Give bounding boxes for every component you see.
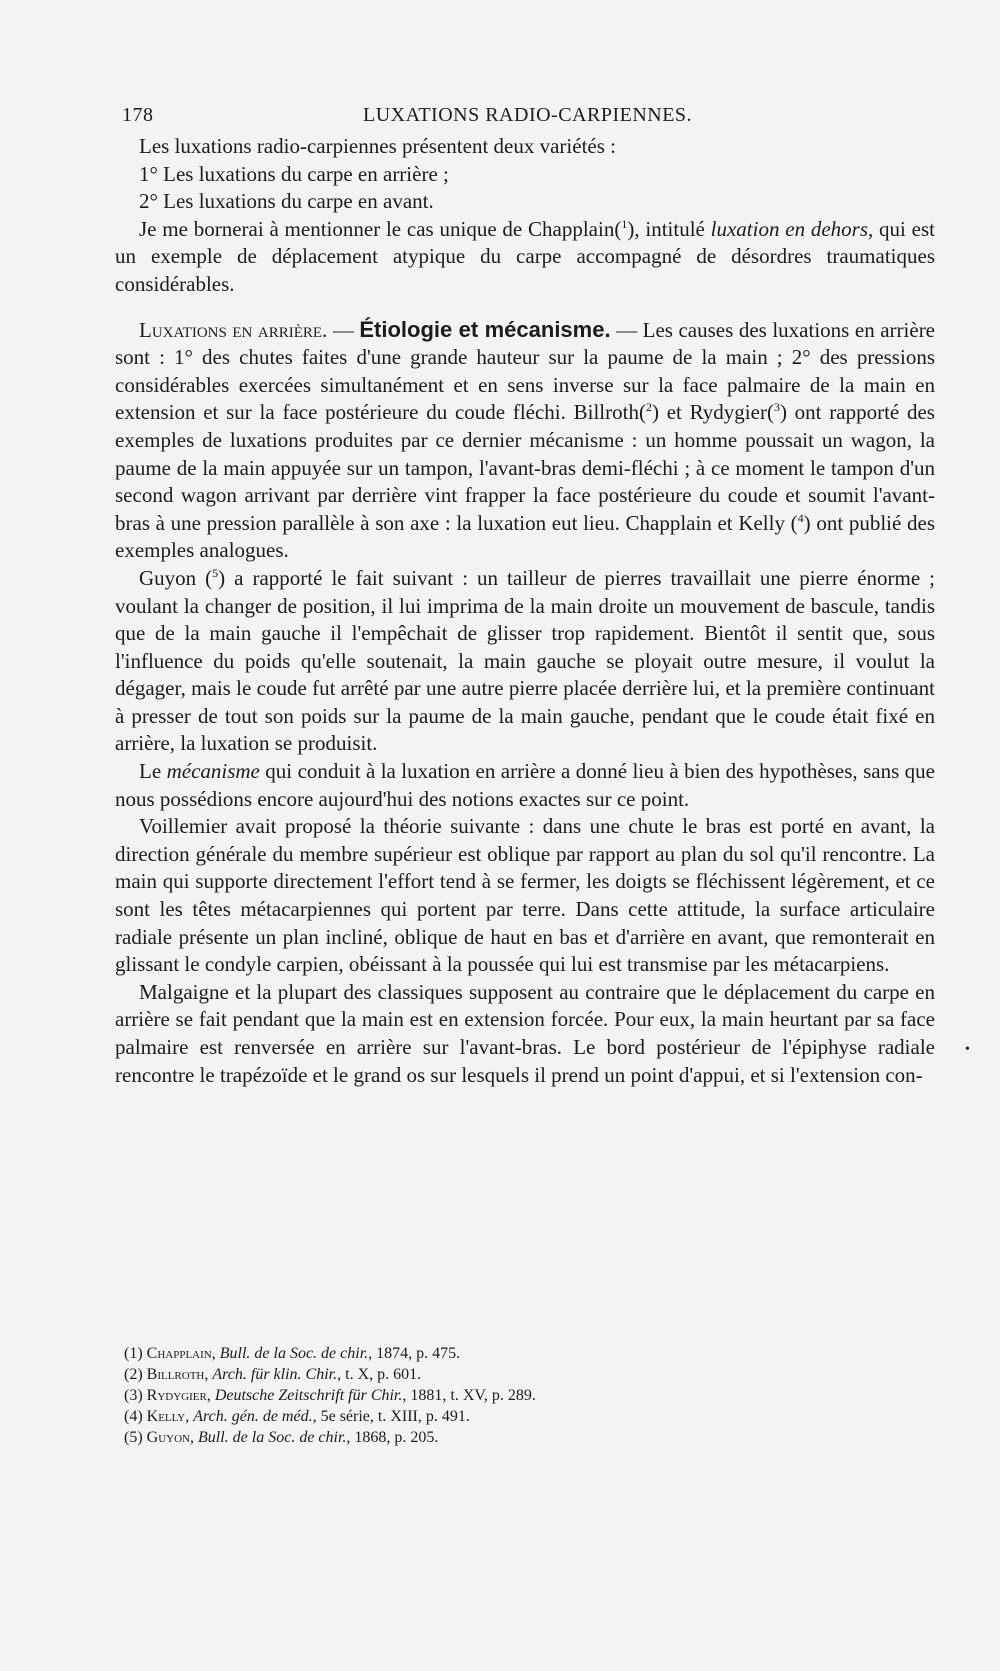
text-run: qui conduit à la luxation en arrière a donné lieu à bien des hypothèses, sans que nous possédions encore aujourd'hui des notions exactes sur ce point. xyxy=(115,759,935,811)
footnote-ref: 1 xyxy=(621,216,628,231)
emphasis: luxation en dehors xyxy=(710,216,869,241)
variety-item-1: 1° Les luxations du carpe en arrière ; xyxy=(139,161,449,186)
text-run: , qui est un exemple de déplacement atypique du carpe accompagné de désordres traumatiques considérables. xyxy=(115,216,935,296)
chapplain-paragraph: Je me bornerai à mentionner le cas unique de Chapplain($^1$), intitulé luxation en dehors, qui est un exemple de déplacement atypique du carpe accompagné de désordres traumatiques considérables. xyxy=(115,216,935,296)
text-run: ont publié des exemples analogues. xyxy=(115,510,935,563)
main-text xyxy=(115,133,935,1089)
footnote-5 xyxy=(124,1427,924,1448)
margin-dot: • xyxy=(965,1042,970,1057)
footnote-source: Arch. gén. de méd. xyxy=(193,1408,313,1425)
footnote-rest: , 1874, p. 475. xyxy=(368,1345,461,1362)
page-number: 178 xyxy=(122,104,154,126)
dash: — xyxy=(327,317,360,342)
emphasis: mécanisme xyxy=(166,759,260,784)
footnote-3 xyxy=(124,1385,924,1406)
footnote-author: Billroth, xyxy=(146,1366,209,1383)
footnote-2 xyxy=(124,1364,924,1385)
spacer xyxy=(115,299,935,316)
text-run: Les causes des luxations en arrière sont : 1° des chutes faites d'une grande hauteur sur la paume de la main ; 2° des pressions considérables exercées simultanément et en sens inverse sur la face palmaire de la main en extension et sur la face postérieure du coude fléchi. Billroth xyxy=(115,317,936,425)
footnote-source: Bull. de la Soc. de chir. xyxy=(198,1429,347,1446)
footnote-ref: 5 xyxy=(212,565,219,580)
footnote-1 xyxy=(124,1343,924,1364)
text-run: Guyon xyxy=(139,565,206,590)
footnote-source: Bull. de la Soc. de chir. xyxy=(219,1345,369,1362)
footnote-mark: (4) xyxy=(124,1408,143,1425)
mechanism-paragraph xyxy=(115,758,935,813)
text-run: a rapporté le fait suivant : un tailleur de pierres travaillait une pierre énorme ; voulant la changer de position, il lui imprima de la main droite un mouvement de bascule, tandis que de la main gauche il l'empêchait de glisser trop rapidement. Bientôt il sentit que, sous l'influence du poids qu'elle soutenait, la main gauche se ployait outre mesure, il voulut la dégager, mais le coude fut arrêté par une autre pierre placée derrière lui, et la première continuant à presser de tout son poids sur la paume de la main gauche, pendant que le coude était fixé en arrière, la luxation se produisit. xyxy=(115,565,935,756)
section-subheading: Étiologie et mécanisme. xyxy=(359,316,611,342)
footnotes xyxy=(124,1343,924,1448)
text-run: et Rydygier xyxy=(658,400,767,425)
dash: — xyxy=(610,317,643,342)
etiology-paragraph: Luxations en arrière. — Étiologie et mécanisme. — Les causes des luxations en arrière sont : 1° des chutes faites d'une grande hauteur sur la paume de la main ; 2° des pressions considérables exercées simultanément et en sens inverse sur la face palmaire de la main en extension et sur la face postérieure du coude fléchi. Billroth($^2$) et Rydygier($^3$) ont rapporté des exemples de luxations produites par ce dernier mécanisme : un homme poussait un wagon, la paume de la main appuyée sur un tampon, l'avant-bras demi-fléchi ; à ce moment le tampon d'un second wagon arrivant par derrière vint frapper la face postérieure du coude et soumit l'avant-bras à une pression parallèle à son axe : la luxation eut lieu. Chapplain et Kelly ($^4$) ont publié des exemples analogues. xyxy=(115,316,936,563)
footnote-mark: (2) xyxy=(124,1366,143,1383)
text-run: Je me bornerai à mentionner le cas unique de Chapplain xyxy=(139,216,615,241)
footnote-rest: , 1868, p. 205. xyxy=(346,1429,439,1446)
footnote-ref: 4 xyxy=(797,510,804,525)
footnote-author: Chapplain, xyxy=(146,1345,216,1362)
section-heading: Luxations en arrière. xyxy=(139,317,328,342)
footnote-rest: , t. X, p. 601. xyxy=(337,1366,422,1383)
running-title: LUXATIONS RADIO-CARPIENNES. xyxy=(363,104,693,126)
footnote-mark: (5) xyxy=(124,1429,143,1446)
footnote-source: Deutsche Zeitschrift für Chir. xyxy=(214,1387,403,1404)
footnote-ref: 3 xyxy=(773,400,780,415)
footnote-mark: (1) xyxy=(124,1345,143,1362)
footnote-author: Rydygier, xyxy=(146,1387,211,1404)
footnote-4 xyxy=(124,1406,924,1427)
variety-item-2: 2° Les luxations du carpe en avant. xyxy=(139,189,434,214)
malgaigne-paragraph: Malgaigne et la plupart des classiques supposent au contraire que le déplacement du carpe en arrière se fait pendant que la main est en extension forcée. Pour eux, la main heurtant par sa face palmaire est renversée en arrière sur l'avant-bras. Le bord postérieur de l'épiphyse radiale rencontre le trapézoïde et le grand os sur lesquels il prend un point d'appui, et si l'extension con- xyxy=(115,979,935,1087)
footnote-ref: 2 xyxy=(645,400,652,415)
intro-paragraph: Les luxations radio-carpiennes présentent deux variétés : xyxy=(139,134,616,158)
footnote-rest: , 1881, t. XV, p. 289. xyxy=(402,1387,536,1404)
footnote-author: Guyon, xyxy=(146,1429,194,1446)
voillemier-paragraph: Voillemier avait proposé la théorie suivante : dans une chute le bras est porté en avant, la direction générale du membre supérieur est oblique par rapport au plan du sol qu'il rencontre. La main qui supporte directement l'effort tend à se fermer, les doigts se fléchissent légèrement, et ce sont les têtes métacarpiennes qui portent par terre. Dans cette attitude, la surface articulaire radiale présente un plan incliné, oblique de haut en bas et d'arrière en avant, que remonterait en glissant le condyle carpien, obéissant à la poussée qui lui est transmise par les métacarpiens. xyxy=(115,814,935,977)
footnote-rest: , 5e série, t. XIII, p. 491. xyxy=(312,1408,470,1425)
text-run: , intitulé xyxy=(634,216,711,241)
footnote-mark: (3) xyxy=(124,1387,143,1404)
footnote-author: Kelly, xyxy=(146,1408,190,1425)
text-run: ont rapporté des exemples de luxations produites par ce dernier mécanisme : un homme poussait un wagon, la paume de la main appuyée sur un tampon, l'avant-bras demi-fléchi ; à ce moment le tampon d'un second wagon arrivant par derrière vint frapper la face postérieure du coude et soumit l'avant-bras à une pression parallèle à son axe : la luxation eut lieu. Chapplain et Kelly xyxy=(115,400,935,535)
footnote-source: Arch. für klin. Chir. xyxy=(212,1366,338,1383)
text-run: Le xyxy=(139,759,167,784)
guyon-paragraph: Guyon ($^5$) a rapporté le fait suivant : un tailleur de pierres travaillait une pierre énorme ; voulant la changer de position, il lui imprima de la main droite un mouvement de bascule, tandis que de la main gauche il l'empêchait de glisser trop rapidement. Bientôt il sentit que, sous l'influence du poids qu'elle soutenait, la main gauche se ployait outre mesure, il voulut la dégager, mais le coude fut arrêté par une autre pierre placée derrière lui, et la première continuant à presser de tout son poids sur la paume de la main gauche, pendant que le coude était fixé en arrière, la luxation se produisit. xyxy=(115,565,935,756)
